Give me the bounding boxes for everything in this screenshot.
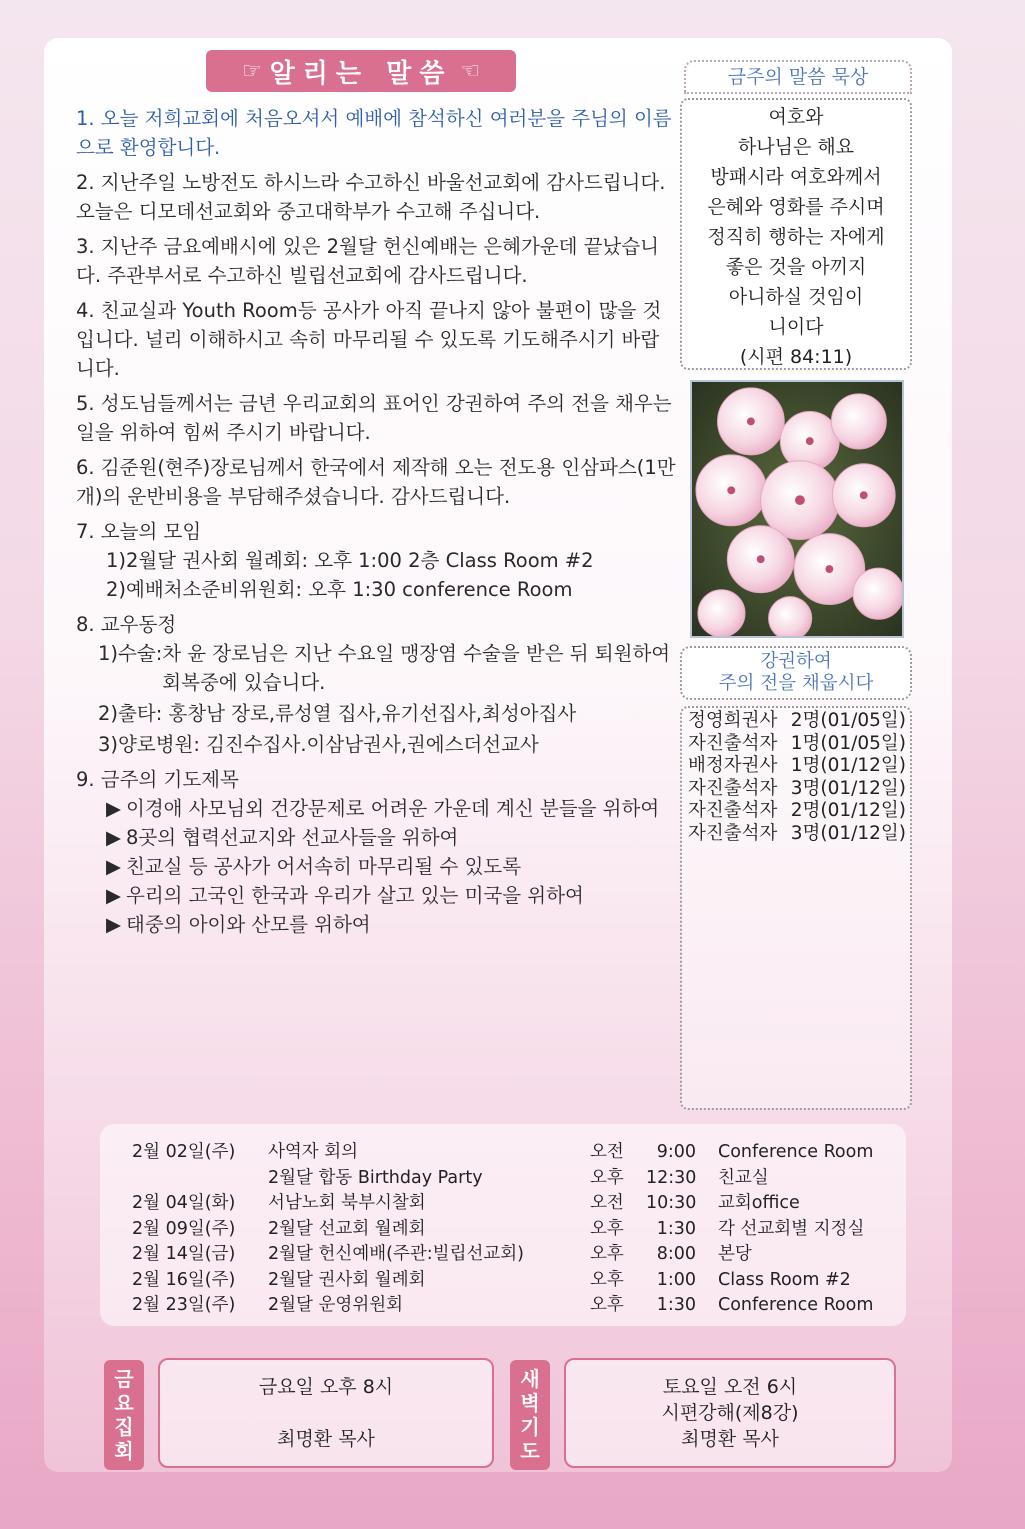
table-row: 2월달 합동 Birthday Party 오후 12:30 친교실 xyxy=(268,1167,769,1188)
triangle-bullet-icon: ▶ xyxy=(106,855,121,878)
triangle-bullet-icon: ▶ xyxy=(106,797,121,820)
triangle-bullet-icon: ▶ xyxy=(106,826,121,849)
cherry-blossom-icon xyxy=(690,380,904,638)
pointing-hand-right-icon: ☞ xyxy=(241,58,262,84)
friday-preacher: 최명환 목사 xyxy=(277,1428,375,1450)
surgery-text: 차 윤 장로님은 지난 수요일 맹장염 수술을 받은 뒤 퇴원하여 회복중에 있습니다. xyxy=(162,642,671,694)
meeting-2: 2)예배처소준비위원회: 오후 1:30 conference Room xyxy=(106,578,573,601)
table-row: 2월 09일(주) 2월달 선교회 월례회 오후 1:30 각 선교회별 지정실 xyxy=(132,1218,865,1239)
member-news-nursing: 3)양로병원: 김진수집사.이삼남권사,권에스더선교사 xyxy=(98,733,539,756)
pointing-hand-left-icon: ☜ xyxy=(460,58,481,84)
announcement-3: 3. 지난주 금요예배시에 있은 2월달 헌신예배는 은혜가운데 끝났습니다. 주관부서로 수고하신 빌립선교회에 감사드립니다. xyxy=(76,235,660,287)
list-item: 자진출석자 1명(01/05일) xyxy=(688,732,906,754)
triangle-bullet-icon: ▶ xyxy=(106,884,121,907)
list-item: 정영희권사 2명(01/05일) xyxy=(688,710,906,731)
verse-box xyxy=(680,98,912,370)
friday-service-tab: 금 요 집 회 xyxy=(104,1360,144,1470)
dawn-preacher: 최명환 목사 xyxy=(681,1428,779,1450)
friday-service-box xyxy=(158,1358,494,1468)
dawn-topic: 시편강해(제8강) xyxy=(661,1402,799,1424)
verse-line: 방패시라 여호와께서 xyxy=(710,166,882,188)
prayer-item: ▶ 8곳의 협력선교지와 선교사들을 위하여 xyxy=(76,823,676,852)
list-item: 자진출석자 3명(01/12일) xyxy=(688,777,906,799)
table-row: 2월 23일(주) 2월달 운영위원회 오후 1:30 Conference Room xyxy=(132,1295,874,1315)
list-item: 배정자권사 1명(01/12일) xyxy=(688,755,906,777)
dawn-time: 토요일 오전 6시 xyxy=(662,1376,798,1398)
church-motto xyxy=(680,646,912,700)
announcements-list xyxy=(76,104,676,939)
dawn-prayer-box xyxy=(564,1358,896,1468)
verse-line: 아니하실 것임이 xyxy=(728,286,864,308)
surgery-label: 1)수술: xyxy=(98,642,163,665)
table-row: 2월 14일(금) 2월달 헌신예배(주관:빌립선교회) 오후 8:00 본당 xyxy=(132,1244,752,1264)
announcements-title-text: 알리는 말씀 xyxy=(269,58,453,89)
verse-line: 하나님은 해요 xyxy=(737,136,855,158)
motto-line-2: 주의 전을 채웁시다 xyxy=(718,673,874,694)
table-row: 2월 16일(주) 2월달 권사회 월례회 오후 1:00 Class Room #2 xyxy=(132,1269,851,1290)
monthly-schedule xyxy=(100,1124,906,1326)
table-row: 2월 02일(주) 사역자 회의 오전 9:00 Conference Room xyxy=(132,1142,874,1162)
evangelism-list xyxy=(680,706,912,1110)
motto-line-1: 강권하여 xyxy=(760,651,832,672)
verse-line: 여호와 xyxy=(768,106,824,128)
member-news-surgery xyxy=(76,639,676,697)
announcement-4: 4. 친교실과 Youth Room등 공사가 아직 끝나지 않아 불편이 많을 것입니다. 널리 이해하시고 속히 마무리될 수 있도록 기도해주시기 바랍니다. xyxy=(76,299,662,380)
verse-line: 은혜와 영화를 주시며 xyxy=(707,196,885,218)
table-row: 2월 04일(화) 서남노회 북부시찰회 오전 10:30 교회office xyxy=(132,1193,800,1213)
list-item: 자진출석자 2명(01/12일) xyxy=(688,800,906,822)
verse-line: 정직히 행하는 자에게 xyxy=(707,226,885,248)
prayer-item: ▶ 태중의 아이와 산모를 위하여 xyxy=(76,910,676,939)
triangle-bullet-icon: ▶ xyxy=(106,913,121,936)
announcement-5: 5. 성도님들께서는 금년 우리교회의 표어인 강권하여 주의 전을 채우는 일을 위하여 힘써 주시기 바랍니다. xyxy=(76,392,672,444)
verse-line: 니이다 xyxy=(768,316,824,338)
prayer-item: ▶ 우리의 고국인 한국과 우리가 살고 있는 미국을 위하여 xyxy=(76,881,676,910)
member-news-travel: 2)출타: 홍창남 장로,류성열 집사,유기선집사,최성아집사 xyxy=(98,702,577,725)
announcement-1: 1. 오늘 저희교회에 처음오셔서 예배에 참석하신 여러분을 주님의 이름으로 환영합니다. xyxy=(76,107,672,159)
list-item: 자진출석자 3명(01/12일) xyxy=(688,822,906,844)
prayer-item: ▶ 친교실 등 공사가 어서속히 마무리될 수 있도록 xyxy=(76,852,676,881)
dawn-prayer-tab: 새 벽 기 도 xyxy=(510,1360,550,1470)
prayer-item: ▶ 이경애 사모님외 건강문제로 어려운 가운데 계신 분들을 위하여 xyxy=(76,794,676,823)
verse-line: 좋은 것을 아끼지 xyxy=(725,256,867,278)
announcement-2: 2. 지난주일 노방전도 하시느라 수고하신 바울선교회에 감사드립니다. 오늘은 디모데선교회와 중고대학부가 수고해 주십니다. xyxy=(76,171,666,223)
announcement-6: 6. 김준원(현주)장로님께서 한국에서 제작해 오는 전도용 인삼파스(1만개)의 운반비용을 부담해주셨습니다. 감사드립니다. xyxy=(76,456,676,508)
verse-reference: (시편 84:11) xyxy=(739,346,853,368)
announcement-8-title: 8. 교우동정 xyxy=(76,613,177,636)
announcement-7-title: 7. 오늘의 모임 xyxy=(76,520,202,543)
meeting-1: 1)2월달 권사회 월례회: 오후 1:00 2층 Class Room #2 xyxy=(106,549,594,572)
announcements-title xyxy=(206,50,516,92)
announcement-9-title: 9. 금주의 기도제목 xyxy=(76,768,239,791)
friday-time: 금요일 오후 8시 xyxy=(258,1376,394,1398)
verse-title: 금주의 말씀 묵상 xyxy=(684,60,912,94)
